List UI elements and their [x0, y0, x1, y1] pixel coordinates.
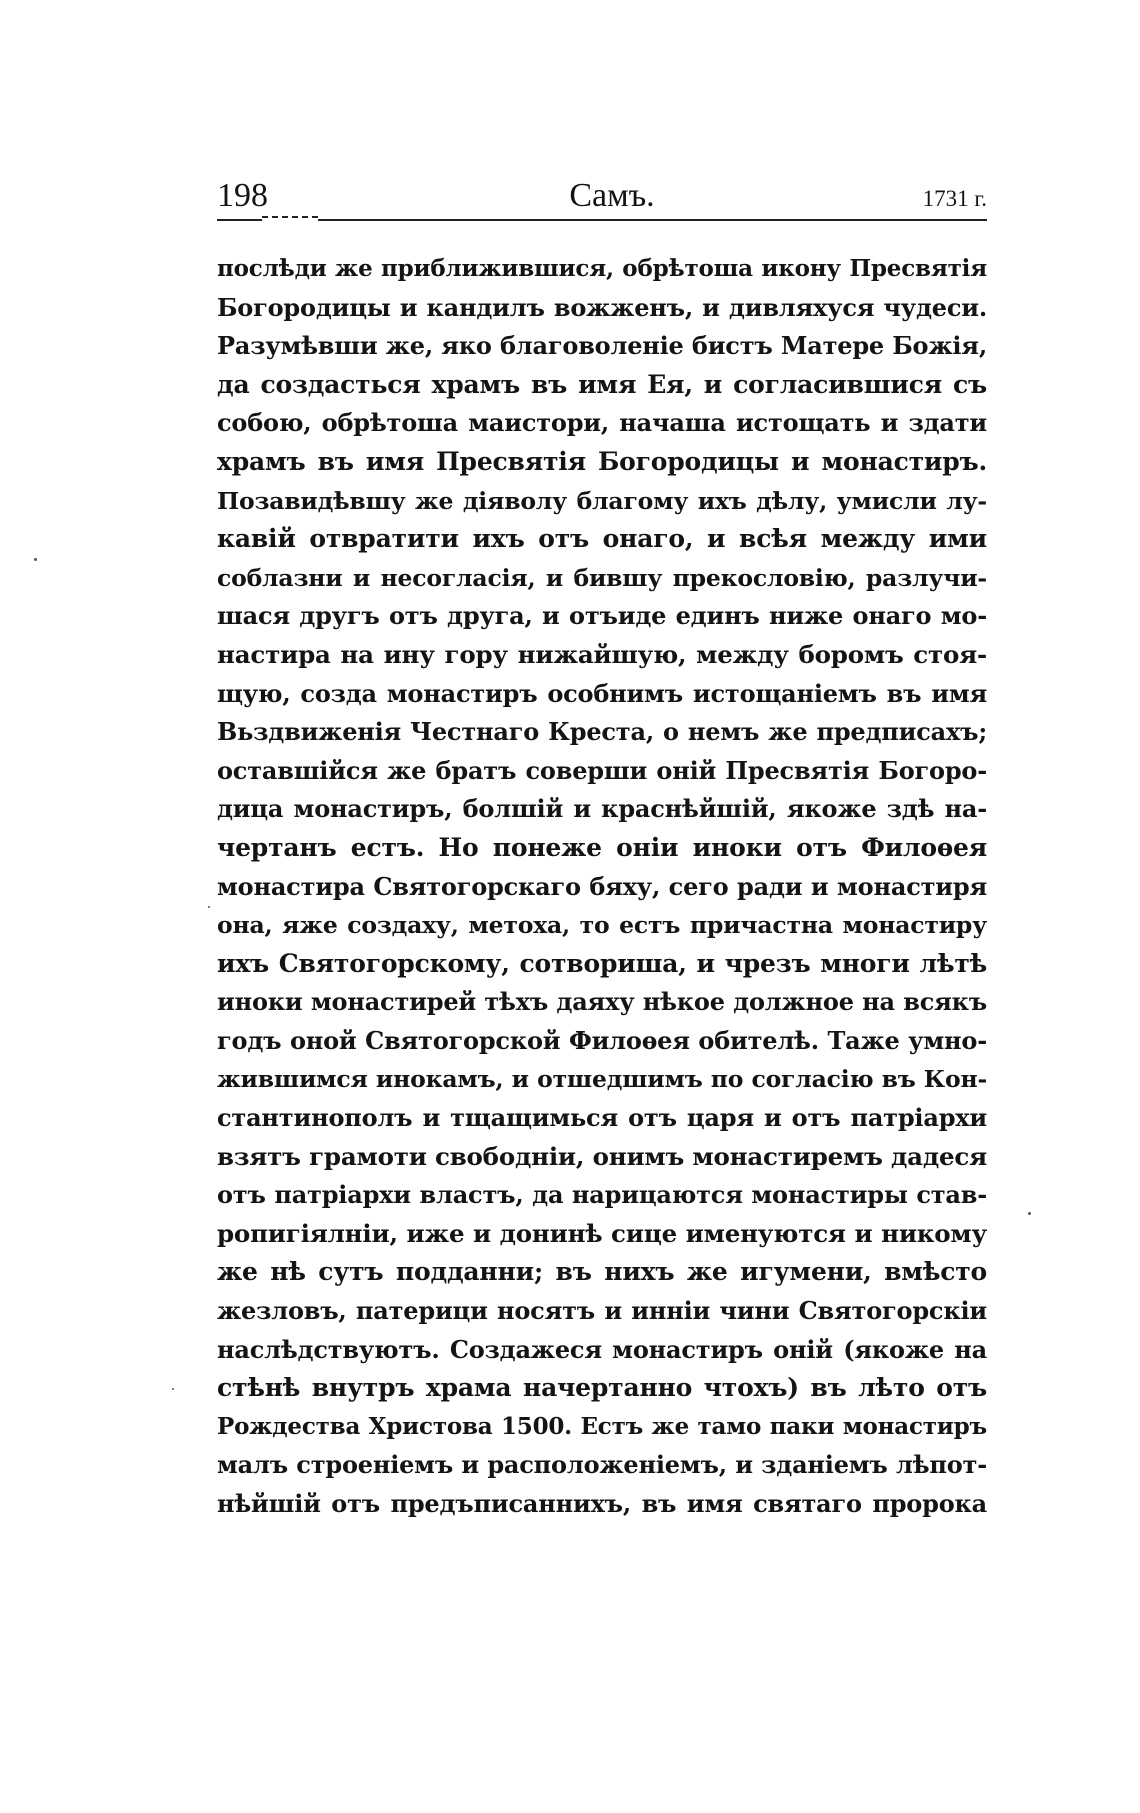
text-line: собою, обрѣтоша маистори, начаша истощать и здати — [217, 408, 987, 438]
text-line: жезловъ, патерици носятъ и инніи чини Святогорскіи — [217, 1296, 987, 1326]
year-marker: 1731 г. — [922, 186, 987, 211]
text-line: соблазни и несогласія, и бившу прекословію, разлучи- — [217, 563, 987, 592]
text-line: храмъ въ имя Пресвятія Богородицы и монастиръ. — [217, 446, 987, 476]
text-line: малъ строеніемъ и расположеніемъ, и зданіемъ лѣпот- — [217, 1450, 987, 1480]
text-line: нѣйшій отъ предъписанниxъ, въ имя святаго пророка — [217, 1489, 987, 1518]
page-number: 198 — [217, 177, 268, 214]
text-line: она, яже создаху, метоха, то естъ причастна монастиру — [217, 911, 987, 940]
text-line: дица монастиръ, болшій и краснѣйшій, якоже здѣ на- — [217, 794, 987, 824]
text-line: чертанъ естъ. Но понеже оніи иноки отъ Филоѳея — [217, 832, 987, 862]
text-line: шася другъ отъ друга, и отъиде единъ ниже онаго мо- — [217, 601, 987, 631]
text-line: ихъ Святогорскому, сотвориша, и чрезъ многи лѣтѣ — [217, 948, 987, 978]
running-head — [217, 176, 987, 222]
scan-speck — [1028, 1212, 1031, 1215]
text-line: послѣди же приближившися, обрѣтоша икону Пресвятія — [217, 255, 987, 282]
text-line: монастира Святогорскаго бяху, сего ради и монастиря — [217, 871, 987, 901]
text-line: же нѣ сутъ подданни; въ нихъ же игумени, вмѣсто — [217, 1257, 987, 1287]
header-rule-dashes — [262, 216, 318, 222]
text-line: отъ патріархи властъ, да нарицаются монастиры став- — [217, 1180, 987, 1210]
text-line: наслѣдствуютъ. Создажеся монастиръ оній (якоже на — [217, 1334, 987, 1364]
text-line: Рождества Христова 1500. Естъ же тамо паки монастиръ — [217, 1412, 987, 1440]
scan-speck — [172, 1388, 174, 1390]
text-line: жившимся инокамъ, и отшедшимъ по согласію въ Кон- — [217, 1065, 987, 1094]
text-line: годъ оной Святогорской Филоѳея обителѣ. Таже умно- — [217, 1025, 987, 1055]
scan-speck — [34, 558, 37, 561]
text-line: щую, созда монастиръ особнимъ истощаніемъ въ имя — [217, 678, 987, 708]
text-line: кавій отвратити ихъ отъ онаго, и всѣя между ими — [217, 524, 987, 554]
scan-speck — [208, 906, 210, 908]
text-line: Позавидѣвшу же діяволу благому ихъ дѣлу, умисли лу- — [217, 486, 987, 515]
text-line: да создасться храмъ въ имя Ея, и согласившися съ — [217, 369, 987, 399]
text-line: оставшійся же братъ соверши оній Пресвятія Богоро- — [217, 755, 987, 785]
text-line: Богородицы и кандилъ вожженъ, и дивляхуся чудеси. — [217, 292, 987, 322]
body-text — [217, 250, 987, 1524]
running-title: Самъ. — [569, 177, 655, 214]
text-line: взятъ грамоти свободніи, онимъ монастиремъ дадеся — [217, 1141, 987, 1171]
text-line: Разумѣвши же, яко благоволеніе бистъ Матере Божія, — [217, 331, 987, 361]
text-line: Вьздвиженія Честнаго Креста, о немъ же предписахъ; — [217, 717, 987, 747]
text-line: настира на ину гору нижайшую, между боромъ стоя- — [217, 639, 987, 669]
text-line: ропигіялніи, иже и донинѣ сице именуются и никому — [217, 1218, 987, 1248]
text-line: стѣнѣ внутръ храма начертанно чтохъ) въ лѣто отъ — [217, 1373, 987, 1403]
text-line: иноки монастирей тѣхъ даяху нѣкое должное на всякъ — [217, 987, 987, 1017]
text-line: стантинополъ и тщащимься отъ царя и отъ патріархи — [217, 1103, 987, 1133]
header-rule — [217, 219, 987, 221]
